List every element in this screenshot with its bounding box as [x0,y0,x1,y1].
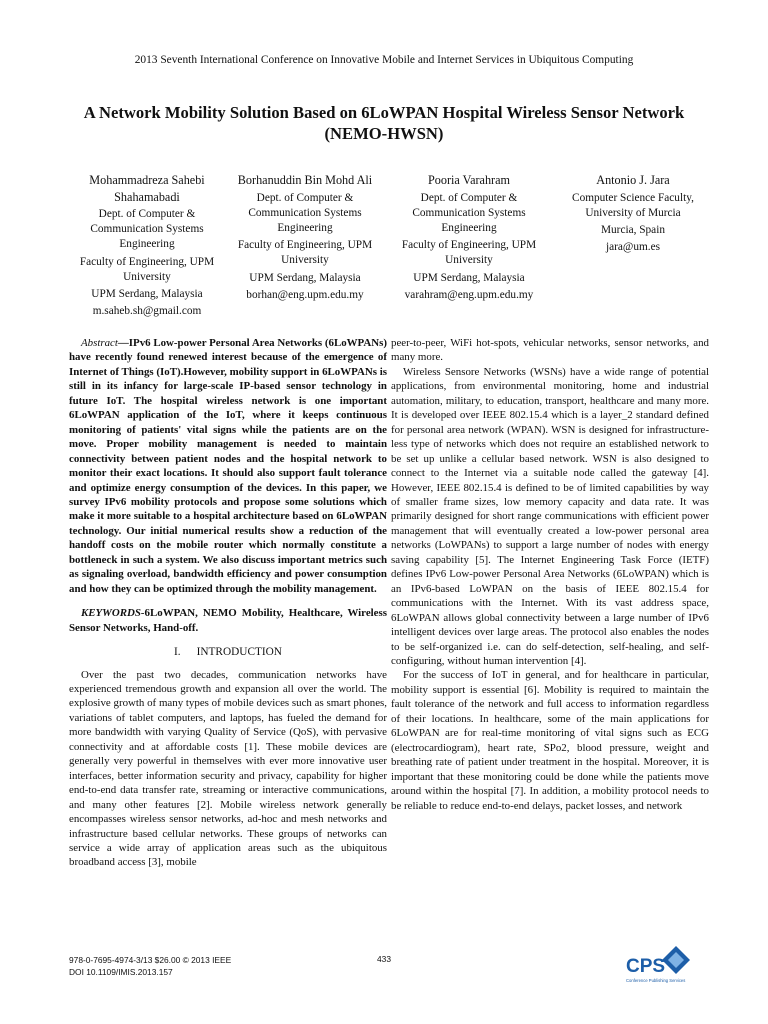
author-location: Murcia, Spain [600,223,665,236]
section-title: INTRODUCTION [196,646,282,659]
intro-paragraph-3: For the success of IoT in general, and for healthcare in particular, mobility support is essential [6]. Mobility is required to maintain the fault tolerance of the network and full access to information regardless of their locations. In healthcare, some of the main applications for 6LoWPAN are for real-time monitoring of vital signs such as ECG (electrocardiogram), heart rate, SPo2, blood pressure, weight and breathing rate of patient under treatment in the hospital. Moreover, it is important that these monitoring could be done while the patients move around within the hospital [7]. In addition, a mobility protocol needs to be reliable to reduce end-to-end delays, packet losses, and network [391,669,709,812]
keywords-label: KEYWORDS- [81,607,145,620]
intro-paragraph-1: Over the past two decades, communication networks have experienced tremendous growth and expansion all over the world. The explosive growth of many types of mobile devices such as smart phones, variations of tablet computers, and laptops, has fueled the demand for more bandwidth with varying Quality of Service (QoS), with pervasive connectivity and at affordable costs [1]. These mobile devices are generally very powerful in themselves with ever more innovative user interfaces, better information security and privacy, capability for higher end-to-end data transfer rate, streaming or interactive communications, and many other features [2]. Mobile wireless network generally encompasses wireless sensor networks, ad-hoc and mesh networks and infrastructure based cellular networks. These groups of networks can service a wide array of application areas such as the ubiquitous broadband access [3], mobile [69,668,387,869]
author-dept: Computer Science Faculty, University of Murcia [572,191,694,219]
author-location: UPM Serdang, Malaysia [249,271,361,284]
abstract-label: Abstract [81,337,118,349]
footer-isbn: 978-0-7695-4974-3/13 $26.00 © 2013 IEEE [69,955,232,965]
author-email: borhan@eng.upm.edu.my [246,288,364,301]
author-faculty: Faculty of Engineering, UPM University [401,239,537,267]
author-1 [62,172,232,319]
cps-logo [624,944,694,986]
abstract-text: —IPv6 Low-power Personal Area Networks (6LoWPANs) have recently found renewed interest because of the emergence of Internet of Things (IoT).However, mobility support in 6LoWPANs is still in its infancy for large-scale IP-based sensor technology in future IoT. The hospital wireless network is one important 6LoWPAN application of the IoT, where it keeps continuous monitoring of patients' vital signs while the patients are on the move. Proper mobility management is needed to maintain connectivity between patient nodes and the hospital network to monitor their exact locations. It should also support fault tolerance and optimize energy consumption of the devices. In this paper, we survey IPv6 mobility protocols and propose some solutions which make it more suitable to a hospital architecture based on 6LoWPAN technology. Our initial numerical results show a reduction of the handoff costs on the mobile router which normally constitute a bottleneck in such a system. We also discuss important metrics such as signaling overload, bandwidth efficiency and power consumption and how they can be optimized through the mobility management. [69,337,387,595]
logo-text: CPS [626,956,666,977]
paper-title: A Network Mobility Solution Based on 6LoWPAN Hospital Wireless Sensor Network (NEMO-HWSN) [83,103,685,143]
cps-logo-icon [624,944,694,986]
footer-doi: DOI 10.1109/IMIS.2013.157 [69,967,173,978]
author-faculty: Faculty of Engineering, UPM University [79,255,215,283]
left-column [69,336,387,870]
keywords [69,606,387,635]
author-block [62,172,712,322]
author-name: Antonio J. Jara [596,173,670,187]
author-dept: Dept. of Computer & Communication Systems Engineering [412,191,526,234]
author-dept: Dept. of Computer & Communication Systems Engineering [248,191,362,234]
author-name: Mohammadreza Sahebi Shahamabadi [89,173,205,204]
section-number: I. [174,646,181,659]
author-location: UPM Serdang, Malaysia [413,271,525,284]
author-faculty: Faculty of Engineering, UPM University [237,239,373,267]
conference-header: 2013 Seventh International Conference on Innovative Mobile and Internet Services in Ubiquitous Computing [134,54,634,66]
keywords-text: 6LoWPAN, NEMO Mobility, Healthcare, Wireless Sensor Networks, Hand-off. [69,607,387,634]
author-email: varahram@eng.upm.edu.my [404,288,534,301]
author-dept: Dept. of Computer & Communication Systems Engineering [90,208,204,251]
intro-paragraph-2: Wireless Sensore Networks (WSNs) have a wide range of potential applications, from environmental monitoring, home and industrial automation, military, to education, transport, healthcare and many more. It is developed over IEEE 802.15.4 which is a layer_2 standard defined for personal area network (WPAN). WSN is designed for infrastructure-less type of networks which does not require an established network to be set up unlike a cellular based network. WSN is also designed to connect to the Internet via a suitable node called the gateway [4]. However, IEEE 802.15.4 is defined to be of limited capabilities by way of smaller frame sizes, low memory capacity and data rate. It was primarily designed for short range communications with efficient power management that will eventually created a low-power personal area networks (LoWPANs) to support a large number of nodes with energy saving capability [5]. The Internet Engineering Task Force (IETF) defines IPv6 Low-power Personal Area Networks (6LoWPAN) which is an IPv6-based LoWPAN on the basis of IEEE 802.15.4 for communications with the Internet. With its vast address space, 6LoWPAN allows global connectivity between a large number of IPv6 intelligent devices over large areas. The protocol also enables the nodes to be self-organized i.e. can do self-detection, self-healing, and self-configuring, without human intervention [4]. [391,365,709,667]
abstract [69,336,387,596]
logo-subtitle: Conference Publishing Services [626,978,686,983]
author-name: Pooria Varahram [427,173,510,187]
footer-copyright [69,954,231,979]
author-2 [220,172,390,303]
section-heading [69,645,387,659]
author-3 [384,172,554,303]
author-email: jara@um.es [605,241,660,254]
author-location: UPM Serdang, Malaysia [91,288,203,301]
author-email: m.saheb.sh@gmail.com [92,305,202,318]
intro-paragraph-1-continued: peer-to-peer, WiFi hot-spots, vehicular networks, sensor networks, and many more. [391,337,709,364]
author-4 [548,172,718,255]
author-name: Borhanuddin Bin Mohd Ali [237,173,373,187]
page-number: 433 [377,954,391,964]
right-column [391,336,709,813]
